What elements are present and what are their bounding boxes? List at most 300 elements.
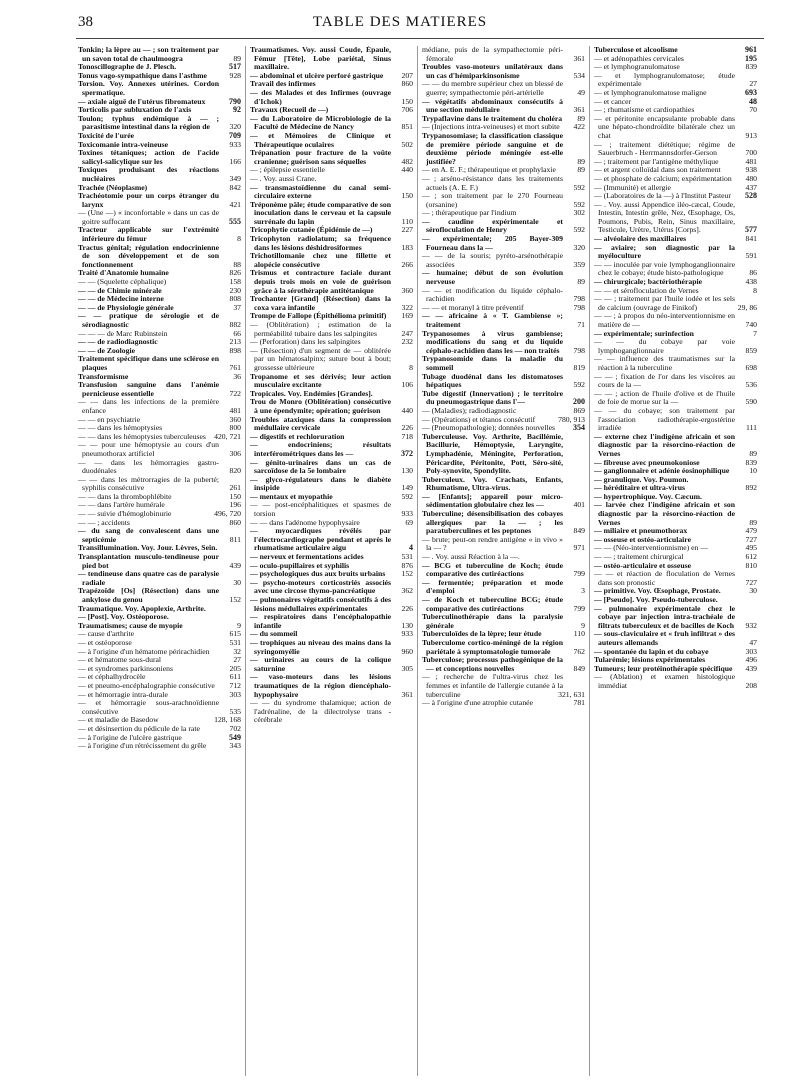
index-entry bbox=[250, 673, 413, 699]
index-entry-text: — — inoculée par voie lymphoganglionnaire chez le cobaye; étude histo-pathologique bbox=[594, 259, 735, 278]
index-entry-page: 718 bbox=[401, 431, 413, 441]
index-entry-text: — transmastoïdienne du canal semi-circulaire externe bbox=[250, 182, 391, 201]
index-entry bbox=[422, 493, 585, 510]
index-entry-page: 205 bbox=[229, 663, 241, 673]
index-entry bbox=[422, 536, 585, 553]
index-entry-page: 69 bbox=[405, 517, 413, 527]
index-entry-text: — et désinsertion du pédicule de la rate bbox=[78, 723, 200, 733]
index-entry-text: — spontanée du lapin et du cobaye bbox=[594, 646, 709, 656]
index-entry-text: — — ; action de l'huile d'olive et de l'huile de foie de morue sur la — bbox=[594, 388, 735, 407]
index-entry-text: — pulmonaires végétatifs consécutifs à des lésions médullaires expérimentales bbox=[250, 595, 391, 613]
index-entry-text: — — dans les hémorragies gastro-duodénales bbox=[78, 457, 219, 476]
index-entry-page: 534 bbox=[573, 70, 585, 80]
index-entry-page: 70 bbox=[749, 105, 757, 115]
index-entry-text: — — de Médecine interne bbox=[78, 294, 164, 304]
index-entry-text: Trypanosomes à virus gambiense; modifications du sang et du liquide céphalo-rachidien dans les — non traités bbox=[422, 328, 563, 355]
index-entry bbox=[78, 476, 241, 493]
index-entry bbox=[250, 149, 413, 166]
index-entry-page: 106 bbox=[401, 380, 413, 390]
index-entry-text: — — africaine à « T. Gambiense »; traitement bbox=[422, 311, 563, 329]
index-entry-page: 536 bbox=[745, 380, 757, 390]
index-entry-text: Traumatismes; cause de myopie bbox=[78, 620, 183, 630]
index-entry-page: 29, 86 bbox=[737, 302, 757, 312]
index-entry bbox=[78, 355, 241, 372]
index-entry-text: — aviaire; son diagnostic par la myéloculture bbox=[594, 242, 735, 261]
index-entry-text: — ; traitement par l'antigène méthylique bbox=[594, 156, 719, 166]
index-entry-text: — alvéolaire des maxillaires bbox=[594, 234, 687, 244]
index-entry-page: 3 bbox=[581, 586, 585, 596]
index-entry-page: 320 bbox=[229, 122, 241, 132]
index-entry-page: 49 bbox=[577, 87, 585, 97]
index-entry-page: 7 bbox=[753, 328, 757, 338]
index-entry-text: — — dans les hémoptysies bbox=[78, 423, 163, 433]
index-entry-text: — de Koch et tuberculine BCG; étude comparative des cutiréactions bbox=[422, 595, 563, 613]
index-entry-text: — endocriniens; résultats interférométriques dans les — bbox=[250, 440, 391, 458]
index-entry-text: Traité d'Anatomie humaine bbox=[78, 268, 169, 278]
index-entry-page: 360 bbox=[401, 285, 413, 295]
index-entry-text: — ; rhumatisme et cardiopathies bbox=[594, 105, 695, 115]
index-entry-page: 615 bbox=[229, 629, 241, 639]
index-entry-page: 592 bbox=[401, 491, 413, 501]
index-entry-text: — — ; traitement par l'huile iodée et les sels de calcium (ouvrage de Finikof) bbox=[594, 294, 735, 312]
index-entry-page: 9 bbox=[581, 620, 585, 630]
index-entry-page: 577 bbox=[745, 225, 757, 235]
index-entry bbox=[250, 699, 413, 725]
index-entry-page: 303 bbox=[745, 646, 757, 656]
index-entry-text: — tendineuse dans quatre cas de paralysie radiale bbox=[78, 569, 219, 587]
index-entry-page: 30 bbox=[233, 577, 241, 587]
index-entry-page: 86 bbox=[749, 268, 757, 278]
index-entry-page: 27 bbox=[749, 79, 757, 89]
index-entry-text: — — dans les infections de la première enfance bbox=[78, 397, 219, 415]
index-entry bbox=[78, 699, 241, 716]
index-entry-text: Traumatismes. Voy. aussi Coude, Épaule, Fémur [Tête], Lobe pariétal, Sinus maxillaire. bbox=[250, 46, 391, 72]
index-entry bbox=[594, 141, 757, 158]
index-entry-page: 531 bbox=[229, 637, 241, 647]
index-entry-page: 47 bbox=[749, 637, 757, 647]
index-entry-text: — oculo-pupillaires et syphilis bbox=[250, 560, 350, 570]
index-entry-page: 790 bbox=[229, 96, 241, 106]
index-entry-page: 882 bbox=[229, 320, 241, 329]
index-entry-text: — — suivie d'hémoglobinurie bbox=[78, 509, 172, 519]
index-entry bbox=[78, 209, 241, 226]
column-divider bbox=[589, 46, 590, 1076]
index-column-1 bbox=[78, 46, 241, 1076]
index-entry-text: — — influence des traumatismes sur la réaction à la tuberculine bbox=[594, 354, 735, 372]
index-entry-page: 502 bbox=[401, 139, 413, 149]
index-entry bbox=[422, 639, 585, 656]
index-entry-page: 110 bbox=[573, 629, 585, 639]
index-entry bbox=[422, 390, 585, 407]
index-entry-text: — ; arséno-résistance dans les traitements actuels (A. E. F.) bbox=[422, 173, 563, 192]
index-entry-text: — cause d'arthrite bbox=[78, 629, 135, 639]
index-entry bbox=[78, 398, 241, 415]
index-entry-page: 810 bbox=[745, 560, 757, 570]
index-entry-page: 820 bbox=[229, 466, 241, 476]
index-entry-text: Transplantation musculo-tendineuse pour pied bot bbox=[78, 552, 219, 570]
index-entry bbox=[78, 244, 241, 270]
index-entry-text: — axiale aiguë de l'utérus fibromateux bbox=[78, 96, 206, 106]
index-entry-text: — nerveux et fermentations acides bbox=[250, 552, 364, 562]
index-entry bbox=[78, 441, 241, 458]
index-entry-text: — et lymphogranulomatose maligne bbox=[594, 87, 707, 97]
index-entry-text: — héréditaire et ultra-virus bbox=[594, 483, 686, 493]
index-entry-page: 800 bbox=[229, 423, 241, 433]
index-entry-text: Trypanosomide dans la maladie du sommeil bbox=[422, 354, 563, 372]
index-entry-text: — ; son traitement par le 270 Fourneau (orsanine) bbox=[422, 191, 563, 209]
index-entry-text: Trichotillomanie chez une fillette et alopécie consécutive bbox=[250, 251, 391, 269]
index-entry-text: — — de la souris; pyréto-arsénothérapie associées bbox=[422, 251, 563, 269]
index-entry-page: 700 bbox=[745, 148, 757, 158]
index-entry-text: — ostéo-articulaire et osseuse bbox=[594, 560, 691, 570]
index-entry-text: — . Voy. aussi Crane. bbox=[250, 173, 317, 183]
index-entry-text: — — en psychiatrie bbox=[78, 414, 141, 424]
index-entry-page: 440 bbox=[401, 165, 413, 175]
index-entry bbox=[78, 459, 241, 476]
index-entry-text: Troubles ataxiques dans la compression médullaire cervicale bbox=[250, 414, 391, 433]
index-entry-text: Tuberculoïdes de la lèpre; leur étude bbox=[422, 629, 542, 639]
index-entry-text: Trompe de Fallope (Épithélioma primitif) bbox=[250, 311, 387, 321]
index-entry-text: — ; thérapeutique par l'indium bbox=[422, 208, 517, 218]
index-entry-page: 200 bbox=[573, 397, 585, 407]
index-entry-page: 207 bbox=[401, 70, 413, 80]
index-entry-page: 232 bbox=[401, 337, 413, 347]
index-entry-page: 971 bbox=[573, 543, 585, 553]
index-column-4 bbox=[594, 46, 757, 1076]
index-entry-page: 482 bbox=[401, 156, 413, 166]
index-entry-page: 261 bbox=[229, 483, 241, 493]
index-entry bbox=[250, 416, 413, 433]
index-entry-text: Traitement spécifique dans une sclérose en plaques bbox=[78, 354, 219, 372]
index-entry-page: 709 bbox=[229, 130, 241, 140]
index-entry-text: Tube digestif (Innervation) ; le territoire du pneumogastrique dans l'— bbox=[422, 388, 563, 407]
index-entry-page: 933 bbox=[229, 139, 241, 149]
index-entry-text: — ; recherche de l'ultra-virus chez les femmes et infantile de l'allergie cutanée à la tuberculine bbox=[422, 672, 563, 699]
index-entry bbox=[250, 252, 413, 269]
index-entry-text: — (Pneumopathologie); données nouvelles bbox=[422, 423, 556, 433]
index-entry-page: 819 bbox=[573, 362, 585, 372]
index-entry-page: 303 bbox=[229, 689, 241, 699]
index-entry bbox=[422, 175, 585, 192]
index-entry-page: 354 bbox=[573, 423, 585, 433]
index-entry-text: — — de Zoologie bbox=[78, 345, 136, 355]
index-entry-text: Torticolis par subluxation de l'axis bbox=[78, 105, 192, 115]
index-entry bbox=[422, 80, 585, 97]
index-entry bbox=[78, 553, 241, 570]
index-entry-text: — et hématome sous-dural bbox=[78, 655, 162, 665]
index-entry-page: 89 bbox=[749, 517, 757, 527]
index-entry-page: 437 bbox=[745, 182, 757, 192]
index-entry-text: — (Laboratoires de la —) à l'Institut Pasteur bbox=[594, 191, 731, 201]
index-entry bbox=[250, 46, 413, 72]
index-entry-page: 302 bbox=[573, 208, 585, 218]
index-entry-page: 933 bbox=[401, 629, 413, 639]
index-entry-text: Travail des infirmes bbox=[250, 79, 316, 89]
index-entry-page: 727 bbox=[745, 577, 757, 587]
index-entry-page: 549 bbox=[229, 732, 241, 742]
index-entry-page: 27 bbox=[233, 655, 241, 665]
index-entry-page: 762 bbox=[573, 646, 585, 656]
index-entry-text: — (Immunité) et allergie bbox=[594, 182, 671, 192]
index-entry-text: — sous-claviculaire et « fruh infiltrat » des auteurs allemands bbox=[594, 629, 735, 647]
index-entry-page: 496, 720 bbox=[214, 509, 241, 519]
index-entry-text: Trachéotomie pour un corps étranger du larynx bbox=[78, 191, 219, 209]
index-entry-page: 152 bbox=[401, 569, 413, 579]
index-entry-text: Tonoscillographe de J. Plesch. bbox=[78, 62, 177, 72]
index-entry-page: 876 bbox=[401, 560, 413, 570]
index-entry bbox=[422, 476, 585, 493]
index-entry-text: — . Voy. aussi Réaction à la —. bbox=[422, 552, 520, 562]
index-entry-text: Tuberculose; processus pathogénique de la — et conceptions nouvelles bbox=[422, 655, 563, 673]
index-entry-page: 722 bbox=[229, 388, 241, 398]
index-entry-text: — et hémorragie sous-arachnoïdienne consécutive bbox=[78, 698, 219, 716]
index-entry-page: 702 bbox=[229, 723, 241, 733]
index-entry-page: 555 bbox=[229, 216, 241, 226]
index-entry-page: 960 bbox=[401, 646, 413, 656]
index-entry-text: Tuberculeux. Voy. Crachats, Enfants, Rhumatisme, Ultra-virus. bbox=[422, 474, 563, 493]
index-entry-page: 938 bbox=[745, 165, 757, 175]
index-column-3 bbox=[422, 46, 585, 1076]
index-entry-text: — (Perforation) dans les salpingites bbox=[250, 337, 361, 347]
index-entry-text: — osseuse et ostéo-articulaire bbox=[594, 534, 691, 544]
index-entry-text: — du sang de convalescent dans une septicémie bbox=[78, 526, 219, 544]
index-entry-page: 841 bbox=[745, 234, 757, 244]
index-entry-page: 128, 168 bbox=[214, 715, 241, 725]
index-entry bbox=[250, 459, 413, 476]
index-entry-text: — — ; accidents bbox=[78, 517, 130, 527]
index-entry bbox=[422, 373, 585, 390]
index-entry-text: Trochanter [Grand] (Résection) dans la coxa vara infantile bbox=[250, 294, 391, 312]
index-entry-page: 859 bbox=[745, 345, 757, 355]
index-entry-page: 439 bbox=[745, 663, 757, 673]
index-entry bbox=[78, 312, 241, 329]
index-entry bbox=[422, 510, 585, 536]
index-entry-page: 166 bbox=[229, 156, 241, 166]
index-entry-text: Tuberculeuse. Voy. Arthrite, Bacillémie, Bacillurie, Hémoptysie, Laryngite, Lymphadénie, Méningite, Perforation, Péricardite, Péritonite, Pott, Séro-sité, Poly-synovite, Spondylite. bbox=[422, 431, 563, 476]
index-entry bbox=[422, 235, 585, 252]
index-entry-text: Torsion. Voy. Annexes utérines. Cordon spermatique. bbox=[78, 79, 219, 97]
index-entry-text: — (Maladies); radiodiagnostic bbox=[422, 405, 517, 415]
index-entry-text: Toxicomanie intra-veineuse bbox=[78, 139, 169, 149]
index-entry-text: — ganglionnaire et adénie éosinophilique bbox=[594, 466, 730, 476]
page-number: 38 bbox=[78, 14, 93, 30]
index-entry-text: — — (Squelette céphalique) bbox=[78, 277, 167, 287]
index-entry-page: 531 bbox=[401, 552, 413, 562]
index-entry-text: Tonus vago-sympathique dans l'asthme bbox=[78, 70, 207, 80]
index-entry-text: — à l'origine d'un rétrécissement du grêle bbox=[78, 741, 207, 751]
index-entry-page: 89 bbox=[577, 277, 585, 287]
index-entry-text: — pulmonaire expérimentale chez le cobaye par injection intra-trachéale de filtrats tuberculeux et de bacilles de Koch bbox=[594, 603, 735, 630]
index-entry-text: Tractus génital; régulation endocrinienne de son développement et de son fonctionnement bbox=[78, 242, 219, 269]
index-entry-page: 799 bbox=[573, 569, 585, 579]
index-entry-page: 66 bbox=[233, 328, 241, 338]
index-entry-page: 528 bbox=[745, 191, 757, 201]
index-entry bbox=[422, 269, 585, 286]
index-entry-text: — et maladie de Basedow bbox=[78, 715, 159, 725]
index-entry-text: Tuberculose et alcoolisme bbox=[594, 46, 678, 54]
index-entry-page: 360 bbox=[229, 414, 241, 424]
index-entry-page: 30 bbox=[749, 586, 757, 596]
index-entry-text: — — pour une hémoptysie au cours d'un pneumothorax artificiel bbox=[78, 440, 219, 458]
index-entry bbox=[78, 527, 241, 544]
index-entry-text: — végétatifs abdominaux consécutifs à une section médullaire bbox=[422, 96, 563, 115]
index-entry-text: — fermentée; préparation et mode d'emploi bbox=[422, 577, 563, 596]
index-entry-page: 401 bbox=[573, 500, 585, 510]
index-entry-page: 247 bbox=[401, 328, 413, 338]
index-entry-text: — ; épilepsie essentielle bbox=[250, 165, 325, 175]
index-entry-text: — fibreuse avec pneumokoniose bbox=[594, 457, 700, 467]
index-entry-text: — et argent colloïdal dans son traitement bbox=[594, 165, 721, 175]
index-entry-text: — primitive. Voy. Œsophage, Prostate. bbox=[594, 586, 721, 596]
index-entry bbox=[250, 501, 413, 518]
index-entry-text: Tubage duodénal dans les distomatoses hépatiques bbox=[422, 371, 563, 390]
index-entry-page: 839 bbox=[745, 457, 757, 467]
index-entry-text: — et cancer bbox=[594, 96, 632, 106]
index-entry-page: 169 bbox=[401, 311, 413, 321]
index-entry-page: 611 bbox=[229, 672, 241, 682]
index-entry bbox=[250, 347, 413, 373]
index-entry-page: 781 bbox=[573, 698, 585, 708]
index-entry bbox=[78, 381, 241, 398]
index-entry-page: 183 bbox=[401, 242, 413, 252]
index-entry-text: — (Une —) « inconfortable » dans un cas de goitre suffocant bbox=[78, 208, 219, 226]
index-entry bbox=[250, 321, 413, 338]
index-entry-page: 740 bbox=[745, 320, 757, 329]
index-entry-text: Trypanosomiase; la classification classique de première période sanguine et de deuxième période méningée est-elle justifiée? bbox=[422, 130, 563, 166]
index-entry-page: 8 bbox=[409, 362, 413, 372]
index-entry-page: 799 bbox=[573, 603, 585, 613]
index-entry bbox=[594, 312, 757, 329]
index-entry bbox=[422, 613, 585, 630]
index-entry-text: — — (Néo-interventionnisme) en — bbox=[594, 543, 709, 553]
index-entry-page: 693 bbox=[745, 87, 757, 97]
index-entry-text: Tonkin; la lèpre au — ; son traitement par un savon total de chaulmoogra bbox=[78, 46, 219, 63]
index-entry-page: 612 bbox=[745, 552, 757, 562]
index-entry-text: Trachée (Néoplasme) bbox=[78, 182, 148, 192]
index-entry-text: — [Pseudo]. Voy. Pseudo-tuberculose. bbox=[594, 595, 718, 604]
index-entry-text: — — du syndrome thalamique; action de l'adrénaline, de la dilectrolyse trans - cérébrale bbox=[250, 698, 391, 725]
index-entry-text: — — dans les métrorragies de la puberté; syphilis consécutive bbox=[78, 474, 219, 493]
index-entry bbox=[594, 72, 757, 89]
index-entry-page: 8 bbox=[753, 285, 757, 295]
index-entry-text: — et pneumo-encéphalographie consécutive bbox=[78, 680, 215, 690]
index-entry-page: 343 bbox=[229, 741, 241, 751]
index-entry bbox=[594, 390, 757, 407]
index-entry-text: — — pratique de sérologie et de sérodiagnostic bbox=[78, 311, 219, 329]
index-entry-text: — du Laboratoire de Microbiologie de la Faculté de Médecine de Nancy bbox=[250, 113, 391, 132]
index-entry-text: — caudine expérimentale et sérofloculation de Henry bbox=[422, 216, 563, 235]
index-entry-page: 961 bbox=[745, 46, 757, 54]
index-entry-page: 590 bbox=[745, 397, 757, 407]
index-entry-page: 320 bbox=[573, 242, 585, 252]
index-entry bbox=[594, 261, 757, 278]
index-entry bbox=[78, 742, 241, 751]
index-entry bbox=[422, 287, 585, 304]
index-entry-page: 89 bbox=[749, 448, 757, 458]
index-entry-page: 420, 721 bbox=[214, 431, 241, 441]
index-entry bbox=[422, 192, 585, 209]
index-entry-page: 811 bbox=[229, 534, 241, 544]
index-entry-text: — expérimentale; surinfection bbox=[594, 328, 694, 338]
index-entry-page: 860 bbox=[401, 79, 413, 89]
index-entry-page: 535 bbox=[229, 706, 241, 716]
index-entry bbox=[78, 226, 241, 243]
index-entry-page: 150 bbox=[229, 491, 241, 501]
index-entry bbox=[594, 570, 757, 587]
index-entry bbox=[422, 252, 585, 269]
index-entry-page: 359 bbox=[573, 259, 585, 269]
index-entry-text: — . Voy. aussi Appendice iléo-cæcal, Coude, Intestin, Intestin grêle, Nez, Œsophage, Os, Poumons, Pubis, Rein, Sinus maxillaire, Testicule, Urètre, Utérus [Corps]. bbox=[594, 199, 735, 235]
index-entry-text: — en A. E. F.; thérapeutique et prophylaxie bbox=[422, 165, 556, 175]
index-entry-page: 32 bbox=[233, 646, 241, 656]
index-entry-page: 798 bbox=[573, 294, 585, 304]
index-entry-page: 8 bbox=[237, 234, 241, 244]
index-entry-text: Travaux (Recueil de —) bbox=[250, 105, 329, 115]
index-entry-text: — abdominal et ulcère perforé gastrique bbox=[250, 70, 384, 80]
index-entry-page: 761 bbox=[229, 362, 241, 372]
index-entry-page: 361 bbox=[573, 105, 585, 115]
index-entry-text: — — — de Marc Rubinstein bbox=[78, 328, 168, 338]
index-entry-text: médiane, puis de la sympathectomie péri-fémorale bbox=[422, 46, 563, 63]
index-entry-text: — digestifs et rechloruration bbox=[250, 431, 345, 441]
index-entry bbox=[422, 656, 585, 673]
index-entry bbox=[422, 46, 585, 63]
index-entry bbox=[594, 338, 757, 355]
index-entry-page: 230 bbox=[229, 285, 241, 295]
index-entry bbox=[422, 330, 585, 356]
index-entry-page: 305 bbox=[401, 663, 413, 673]
index-entry bbox=[594, 373, 757, 390]
index-entry-text: Tuberculinothérapie dans la paralysie générale bbox=[422, 612, 563, 630]
index-entry bbox=[422, 579, 585, 596]
index-entry-page: 592 bbox=[573, 225, 585, 235]
index-entry-page: 592 bbox=[573, 182, 585, 192]
index-entry-text: Tumeurs; leur protéinothérapie spécifique bbox=[594, 663, 733, 673]
index-entry bbox=[250, 656, 413, 673]
index-entry-text: — — ; traitement chirurgical bbox=[594, 552, 684, 562]
index-entry bbox=[422, 433, 585, 476]
index-entry-page: 933 bbox=[401, 509, 413, 519]
index-entry-text: — [Enfants]; appareil pour micro-sédimentation globulaire chez les — bbox=[422, 491, 563, 510]
index-entry bbox=[594, 295, 757, 312]
index-entry-page: 913 bbox=[745, 130, 757, 140]
index-entry-text: Tréponème pâle; étude comparative de son inoculation dans le cerveau et la capsule surrénale du lapin bbox=[250, 199, 391, 226]
index-entry bbox=[250, 476, 413, 493]
index-entry bbox=[594, 630, 757, 647]
index-entry-page: 37 bbox=[233, 302, 241, 312]
index-entry-text: — chirurgicale; bactériothérapie bbox=[594, 277, 703, 287]
index-entry-page: 195 bbox=[745, 53, 757, 63]
index-entry-text: — — post-encéphalitiques et spasmes de torsion bbox=[250, 500, 391, 519]
index-entry-text: — et adénopathies cervicales bbox=[594, 53, 684, 63]
index-column-2 bbox=[250, 46, 413, 1076]
index-entry-page: 860 bbox=[229, 517, 241, 527]
index-entry-page: 213 bbox=[229, 337, 241, 347]
index-entry-text: — — et sérofloculation de Vernes bbox=[594, 285, 699, 295]
index-entry-text: Trismus et contracture faciale durant depuis trois mois en voie de guérison grâce à la sérothérapie antitétanique bbox=[250, 268, 391, 295]
index-entry bbox=[250, 398, 413, 415]
index-entry-page: 481 bbox=[745, 156, 757, 166]
index-entry-page: 712 bbox=[229, 680, 241, 690]
index-entry-page: 706 bbox=[401, 105, 413, 115]
index-entry-text: — (Résection) d'un segment de — oblitérée par un hématosalpinx; suture bout à bout; grossesse ultérieure bbox=[250, 345, 391, 372]
index-entry-page: 322 bbox=[401, 302, 413, 312]
index-entry-page: 440 bbox=[401, 405, 413, 415]
index-entry-page: 480 bbox=[745, 173, 757, 183]
index-entry-text: Tropicales. Voy. Endémies [Grandes]. bbox=[250, 388, 373, 398]
index-entry-page: 88 bbox=[233, 259, 241, 269]
index-entry-text: — ; traitement diététique; régime de Sauerbruch - Herrmannsdorfer-Gerson bbox=[594, 139, 735, 158]
